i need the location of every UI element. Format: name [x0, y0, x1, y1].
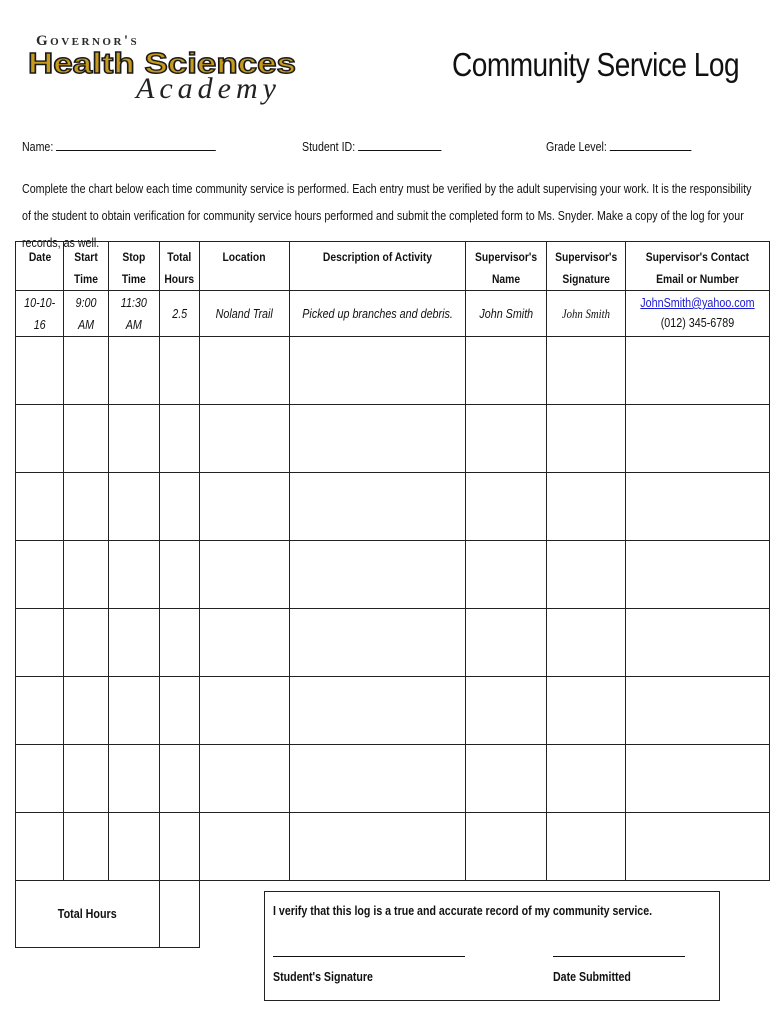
service-log-table	[15, 241, 770, 948]
name-field[interactable]	[22, 138, 216, 154]
cell[interactable]	[64, 677, 109, 745]
verification-statement: I verify that this log is a true and accurate record of my community service.	[273, 904, 653, 918]
table-row	[16, 745, 770, 813]
header-description: Description of Activity	[289, 242, 465, 291]
cell[interactable]	[16, 677, 64, 745]
date-submitted-label: Date Submitted	[553, 970, 631, 984]
cell[interactable]	[626, 337, 770, 405]
cell[interactable]	[109, 813, 160, 881]
logo-governors-text: Governor's	[36, 33, 140, 49]
table-header-row	[16, 242, 770, 291]
total-hours-label: Total Hours	[16, 881, 160, 948]
cell[interactable]	[64, 609, 109, 677]
table-row	[16, 405, 770, 473]
cell[interactable]	[109, 677, 160, 745]
page-title: Community Service Log	[452, 46, 740, 83]
cell[interactable]	[199, 541, 289, 609]
grade-level-line[interactable]	[609, 138, 691, 151]
example-start-time: 9:00 AM	[64, 291, 109, 337]
cell[interactable]	[546, 609, 625, 677]
example-stop-time: 11:30 AM	[109, 291, 160, 337]
cell[interactable]	[160, 813, 200, 881]
cell[interactable]	[109, 609, 160, 677]
cell[interactable]	[64, 541, 109, 609]
cell[interactable]	[465, 745, 546, 813]
cell[interactable]	[626, 405, 770, 473]
cell[interactable]	[289, 677, 465, 745]
cell[interactable]	[465, 813, 546, 881]
cell[interactable]	[199, 813, 289, 881]
cell[interactable]	[626, 813, 770, 881]
cell[interactable]	[546, 405, 625, 473]
cell[interactable]	[199, 677, 289, 745]
verification-box	[264, 891, 720, 1001]
cell[interactable]	[465, 609, 546, 677]
grade-level-field[interactable]	[546, 138, 691, 154]
cell[interactable]	[16, 813, 64, 881]
example-contact	[626, 291, 770, 337]
cell[interactable]	[546, 473, 625, 541]
cell[interactable]	[465, 337, 546, 405]
cell[interactable]	[64, 337, 109, 405]
cell[interactable]	[160, 745, 200, 813]
cell[interactable]	[199, 745, 289, 813]
example-location: Noland Trail	[199, 291, 289, 337]
cell[interactable]	[160, 677, 200, 745]
example-date: 10-10-16	[16, 291, 64, 337]
student-id-label: Student ID:	[302, 140, 356, 154]
cell[interactable]	[289, 541, 465, 609]
name-line[interactable]	[56, 138, 216, 151]
example-signature: John Smith	[546, 291, 625, 337]
cell[interactable]	[546, 745, 625, 813]
table-row	[16, 473, 770, 541]
cell[interactable]	[626, 541, 770, 609]
cell[interactable]	[289, 609, 465, 677]
table-row	[16, 541, 770, 609]
cell[interactable]	[16, 745, 64, 813]
header-start-time: Start Time	[64, 242, 109, 291]
header-supervisor-name: Supervisor's Name	[465, 242, 546, 291]
cell[interactable]	[626, 677, 770, 745]
cell[interactable]	[289, 473, 465, 541]
cell[interactable]	[160, 473, 200, 541]
cell[interactable]	[546, 541, 625, 609]
cell[interactable]	[546, 813, 625, 881]
header-stop-time: Stop Time	[109, 242, 160, 291]
cell[interactable]	[160, 541, 200, 609]
cell[interactable]	[465, 677, 546, 745]
example-phone: (012) 345-6789	[660, 316, 735, 330]
cell[interactable]	[546, 337, 625, 405]
cell[interactable]	[289, 337, 465, 405]
table-row	[16, 337, 770, 405]
cell[interactable]	[64, 473, 109, 541]
cell[interactable]	[546, 677, 625, 745]
header-location: Location	[199, 242, 289, 291]
cell[interactable]	[109, 337, 160, 405]
cell[interactable]	[16, 609, 64, 677]
cell[interactable]	[199, 337, 289, 405]
cell[interactable]	[16, 405, 64, 473]
cell[interactable]	[626, 473, 770, 541]
header-supervisor-signature: Supervisor's Signature	[546, 242, 625, 291]
cell[interactable]	[199, 609, 289, 677]
cell[interactable]	[109, 541, 160, 609]
cell[interactable]	[465, 473, 546, 541]
logo-academy-text: Academy	[136, 72, 281, 105]
cell[interactable]	[289, 813, 465, 881]
example-total-hours: 2.5	[160, 291, 200, 337]
cell[interactable]	[199, 473, 289, 541]
cell[interactable]	[109, 405, 160, 473]
student-id-field[interactable]	[302, 138, 441, 154]
example-row	[16, 291, 770, 337]
table-row	[16, 677, 770, 745]
cell[interactable]	[160, 609, 200, 677]
total-hours-value[interactable]	[160, 881, 200, 948]
cell[interactable]	[16, 473, 64, 541]
cell[interactable]	[109, 473, 160, 541]
instructions-text: Complete the chart below each time community service is performed. Each entry must be verified by the adult supervising your work. It is the responsibility of the student to obtain verification for community service hours performed and submit the completed form to Ms. Snyder. Make a copy of the log for your records, as well.	[22, 182, 752, 250]
cell[interactable]	[160, 405, 200, 473]
student-signature-line[interactable]	[273, 956, 465, 957]
cell[interactable]	[160, 337, 200, 405]
cell[interactable]	[465, 405, 546, 473]
grade-level-label: Grade Level:	[546, 140, 607, 154]
cell[interactable]	[64, 745, 109, 813]
header-date: Date	[16, 242, 64, 291]
table-row	[16, 813, 770, 881]
cell[interactable]	[16, 541, 64, 609]
example-supervisor-name: John Smith	[465, 291, 546, 337]
header-total-hours: Total Hours	[160, 242, 200, 291]
cell[interactable]	[199, 405, 289, 473]
cell[interactable]	[626, 745, 770, 813]
cell[interactable]	[465, 541, 546, 609]
student-id-line[interactable]	[358, 138, 441, 151]
example-email-link[interactable]: JohnSmith@yahoo.com	[640, 296, 755, 310]
cell[interactable]	[289, 405, 465, 473]
name-label: Name:	[22, 140, 54, 154]
cell[interactable]	[64, 405, 109, 473]
student-signature-label: Student's Signature	[273, 970, 373, 984]
cell[interactable]	[109, 745, 160, 813]
example-description: Picked up branches and debris.	[289, 291, 465, 337]
table-row	[16, 609, 770, 677]
cell[interactable]	[16, 337, 64, 405]
date-submitted-line[interactable]	[553, 956, 685, 957]
header-supervisor-contact: Supervisor's Contact Email or Number	[626, 242, 770, 291]
academy-logo	[28, 30, 300, 114]
svg-text:Health Sciences: Health Sciences	[28, 48, 296, 78]
cell[interactable]	[289, 745, 465, 813]
cell[interactable]	[626, 609, 770, 677]
cell[interactable]	[64, 813, 109, 881]
